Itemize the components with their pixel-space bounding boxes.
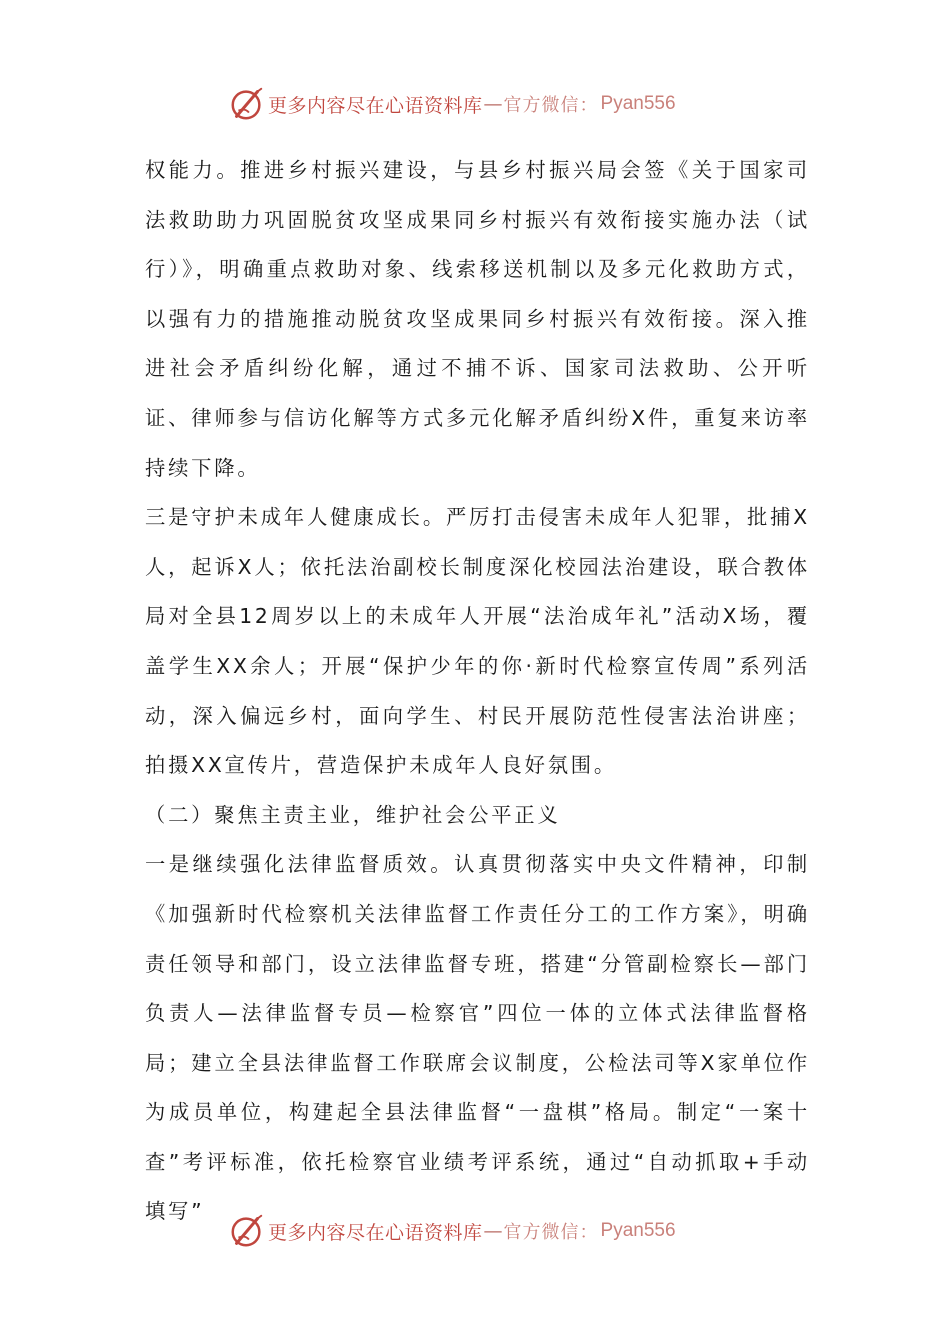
watermark-main-text: 更多内容尽在心语资料库 [268, 94, 483, 117]
paragraph: 权能力。推进乡村振兴建设，与县乡村振兴局会签《关于国家司法救助助力巩固脱贫攻坚成果同乡村振兴有效衔接实施办法（试行）》，明确重点救助对象、线索移送机制以及多元化救助方式，以强有力的措施推动脱贫攻坚成果同乡村振兴有效衔接。深入推进社会矛盾纠纷化解，通过不捕不诉、国家司法救助、公开听证、律师参与信访化解等方式多元化解矛盾纠纷X件，重复来访率持续下降。 [145, 158, 810, 480]
watermark-dash: — [483, 1220, 503, 1242]
watermark-wechat-label: 官方微信： [503, 95, 599, 116]
document-body [145, 146, 810, 1237]
paragraph: 三是守护未成年人健康成长。严厉打击侵害未成年人犯罪，批捕X人，起诉X人；依托法治副校长制度深化校园法治建设，联合教体局对全县12周岁以上的未成年人开展“法治成年礼”活动X场，覆盖学生XX余人；开展“保护少年的你·新时代检察宣传周”系列活动，深入偏远乡村，面向学生、村民开展防范性侵害法治讲座；拍摄XX宣传片，营造保护未成年人良好氛围。 [145, 505, 810, 778]
watermark-wechat-id: Pyan556 [600, 1220, 676, 1241]
watermark-wechat-label: 官方微信： [503, 1222, 599, 1243]
watermark-dash: — [483, 93, 503, 115]
watermark-main-text: 更多内容尽在心语资料库 [268, 1221, 483, 1244]
paragraph: 一是继续强化法律监督质效。认真贯彻落实中央文件精神，印制《加强新时代检察机关法律监督工作责任分工的工作方案》，明确责任领导和部门，设立法律监督专班，搭建“分管副检察长—部门负责人—法律监督专员—检察官”四位一体的立体式法律监督格局；建立全县法律监督工作联席会议制度，公检法司等X家单位作为成员单位，构建起全县法律监督“一盘棋”格局。制定“一案十查”考评标准，依托检察官业绩考评系统，通过“自动抓取+手动填写” [145, 852, 810, 1224]
watermark-wechat-id: Pyan556 [600, 93, 676, 114]
header-watermark [228, 84, 676, 124]
pen-logo-icon [228, 85, 266, 123]
pen-logo-icon [228, 1212, 266, 1250]
section-heading: （二）聚焦主责主业，维护社会公平正义 [145, 802, 561, 827]
footer-watermark [228, 1211, 676, 1251]
